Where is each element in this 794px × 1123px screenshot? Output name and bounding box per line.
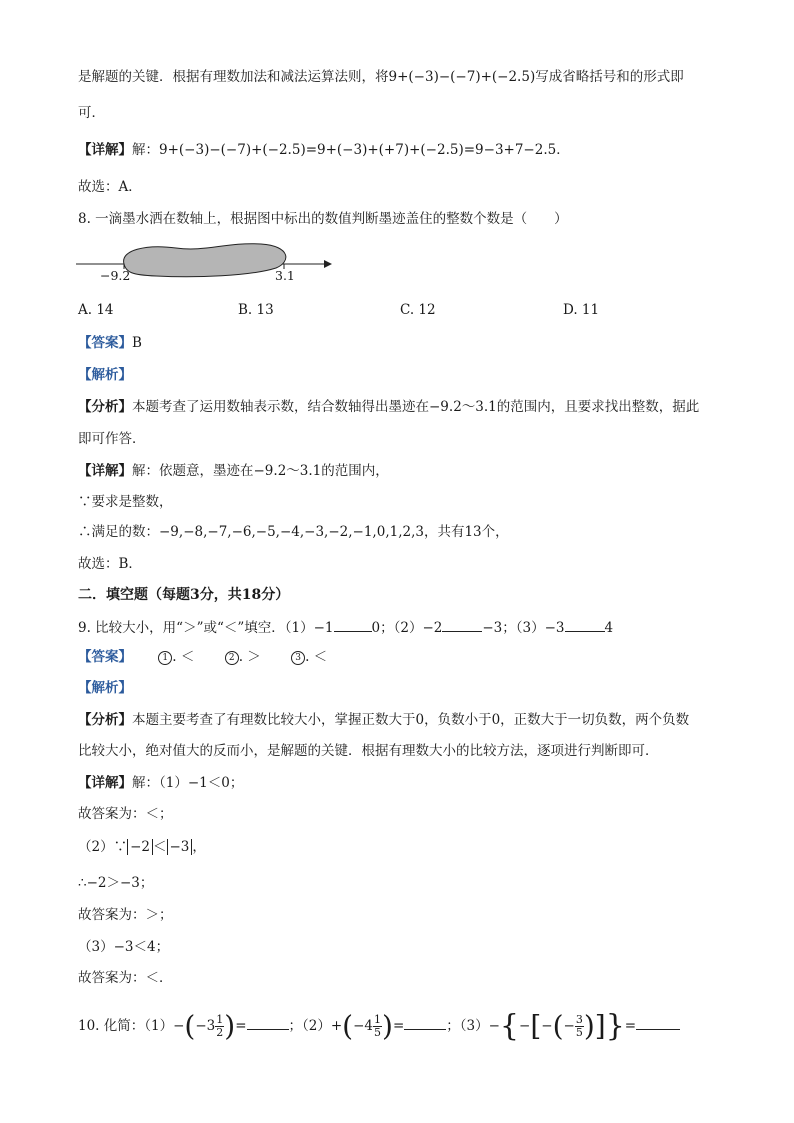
detail-line: ∴满足的数：−9,−8,−7,−6,−5,−4,−3,−2,−1,0,1,2,3，共有13个，: [78, 524, 509, 540]
question-8-stem: 8. 一滴墨水洒在数轴上，根据图中标出的数值判断墨迹盖住的整数个数是（ ）: [78, 211, 568, 227]
answer-value: . ＜: [172, 649, 195, 665]
answer-blank[interactable]: [334, 617, 372, 632]
analysis-line: 即可作答．: [78, 431, 146, 447]
detail-line: [78, 141, 570, 159]
answer-blank[interactable]: [442, 617, 482, 632]
answer-blank[interactable]: [636, 1015, 680, 1030]
absolute-value: −3: [167, 839, 193, 855]
fraction: [215, 1014, 224, 1039]
analysis-line: [78, 711, 689, 729]
section-tag: 【分析】: [78, 399, 132, 415]
detail-line: [78, 838, 206, 856]
text-line: 故选：A．: [78, 179, 142, 195]
text-segment: ，: [192, 839, 206, 855]
text-segment: 4: [604, 620, 614, 636]
answer-blank[interactable]: [247, 1015, 289, 1030]
answer-item: [225, 648, 261, 666]
text-segment: −3: [195, 1018, 216, 1034]
detail-line: [78, 462, 389, 480]
text-segment: =: [624, 1018, 637, 1034]
detail-line: 故答案为：＜；: [78, 806, 173, 822]
text-segment: ；（3）: [446, 1018, 489, 1034]
text-segment: −: [173, 1018, 185, 1034]
text-segment: −3；（3）−3: [482, 620, 565, 636]
text-segment: −: [541, 1018, 553, 1034]
answer-value: . ＞: [238, 649, 261, 665]
answer-blank[interactable]: [565, 617, 605, 632]
text-segment: =: [392, 1018, 405, 1034]
text-segment: 解：依题意，墨迹在−9.2～3.1的范围内，: [132, 463, 389, 479]
detail-line: 故答案为：＜．: [78, 970, 173, 986]
option-d: D. 11: [563, 302, 600, 318]
answer-value: B: [132, 335, 142, 351]
jiexi-tag: 【解析】: [78, 367, 132, 383]
ink-blot: [124, 244, 286, 277]
text-segment: ；（2）: [288, 1018, 331, 1034]
text-segment: ＜: [153, 839, 167, 855]
text-segment: 10. 化简：（1）: [78, 1018, 174, 1034]
answer-tag: 【答案】: [78, 335, 132, 351]
math-expression: 9+(−3)−(−7)+(−2.5): [388, 69, 536, 85]
analysis-line: 比较大小，绝对值大的反而小，是解题的关键．根据有理数大小的比较方法，逐项进行判断即可．: [78, 743, 659, 759]
detail-line: ∴−2＞−3；: [78, 875, 154, 891]
option-c: C. 12: [400, 302, 436, 318]
arrow-icon: [324, 260, 332, 268]
circled-number: 2: [225, 651, 239, 665]
section-tag: 【详解】: [78, 142, 132, 158]
option-b: B. 13: [238, 302, 274, 318]
denominator: 5: [575, 1026, 583, 1039]
question-9-answer: [78, 648, 353, 666]
denominator: 5: [374, 1026, 382, 1039]
text-segment: 是解题的关键．根据有理数加法和减法运算法则，将: [78, 69, 389, 85]
text-segment: 解：: [132, 142, 159, 158]
question-10-stem: 10. 化简：（1）−(−3 $\frac{1}{2}$ )= ；（2）+(−4 $\frac{1}{5}$ )= ；（3）−{−[−(− $\frac{3}{5}$ )]}=: [78, 1014, 680, 1039]
text-segment: −: [488, 1018, 500, 1034]
option-a: A. 14: [78, 302, 114, 318]
text-segment: =: [235, 1018, 247, 1034]
text-segment: 解：（1）−1＜0；: [132, 775, 244, 791]
text-segment: 本题考查了运用数轴表示数，结合数轴得出墨迹在−9.2～3.1的范围内，且要求找出整数，据此: [132, 399, 700, 415]
jiexi-tag: 【解析】: [78, 680, 132, 696]
detail-line: 故答案为：＞；: [78, 907, 173, 923]
left-endpoint-label: −9.2: [100, 268, 131, 283]
right-endpoint-label: 3.1: [275, 268, 295, 283]
section-tag: 【分析】: [78, 712, 132, 728]
text-segment: 9. 比较大小，用“＞”或“＜”填空．（1）−1: [78, 620, 334, 636]
text-segment: +: [330, 1018, 343, 1034]
absolute-value: −2: [127, 839, 153, 855]
text-segment: −: [519, 1018, 531, 1034]
question-9-stem: [78, 617, 613, 637]
answer-item: [158, 648, 194, 666]
text-segment: −: [563, 1018, 575, 1034]
numerator: 3: [575, 1013, 583, 1026]
circled-number: 3: [291, 651, 305, 665]
detail-line: 故选：B．: [78, 556, 142, 572]
section-tag: 【详解】: [78, 463, 132, 479]
detail-line: [78, 774, 243, 792]
text-line: [78, 68, 684, 86]
question-8-answer: [78, 334, 142, 352]
circled-number: 1: [158, 651, 172, 665]
section-heading: 二．填空题（每题3分，共18分）: [78, 587, 290, 603]
fraction: [373, 1014, 382, 1039]
numerator: 1: [374, 1013, 382, 1026]
denominator: 2: [216, 1026, 224, 1039]
numerator: 1: [216, 1013, 224, 1026]
text-segment: −4: [353, 1018, 374, 1034]
answer-item: [291, 648, 327, 666]
text-line: 可．: [78, 105, 105, 121]
answer-tag: 【答案】: [78, 649, 132, 665]
answer-value: . ＜: [305, 649, 328, 665]
detail-line: ∵要求是整数，: [78, 494, 173, 510]
fraction: [575, 1014, 584, 1039]
answer-blank[interactable]: [404, 1015, 446, 1030]
detail-line: （3）−3＜4；: [78, 939, 170, 955]
math-expression: 9+(−3)−(−7)+(−2.5)=9+(−3)+(+7)+(−2.5)=9−3+7−2.5．: [159, 142, 570, 158]
text-segment: 本题主要考查了有理数比较大小，掌握正数大于0，负数小于0，正数大于一切负数，两个负数: [132, 712, 690, 728]
text-segment: 0；（2）−2: [371, 620, 443, 636]
analysis-line: [78, 398, 699, 416]
section-tag: 【详解】: [78, 775, 132, 791]
text-segment: 写成省略括号和的形式即: [535, 69, 684, 85]
text-segment: （2）∵: [78, 839, 128, 855]
